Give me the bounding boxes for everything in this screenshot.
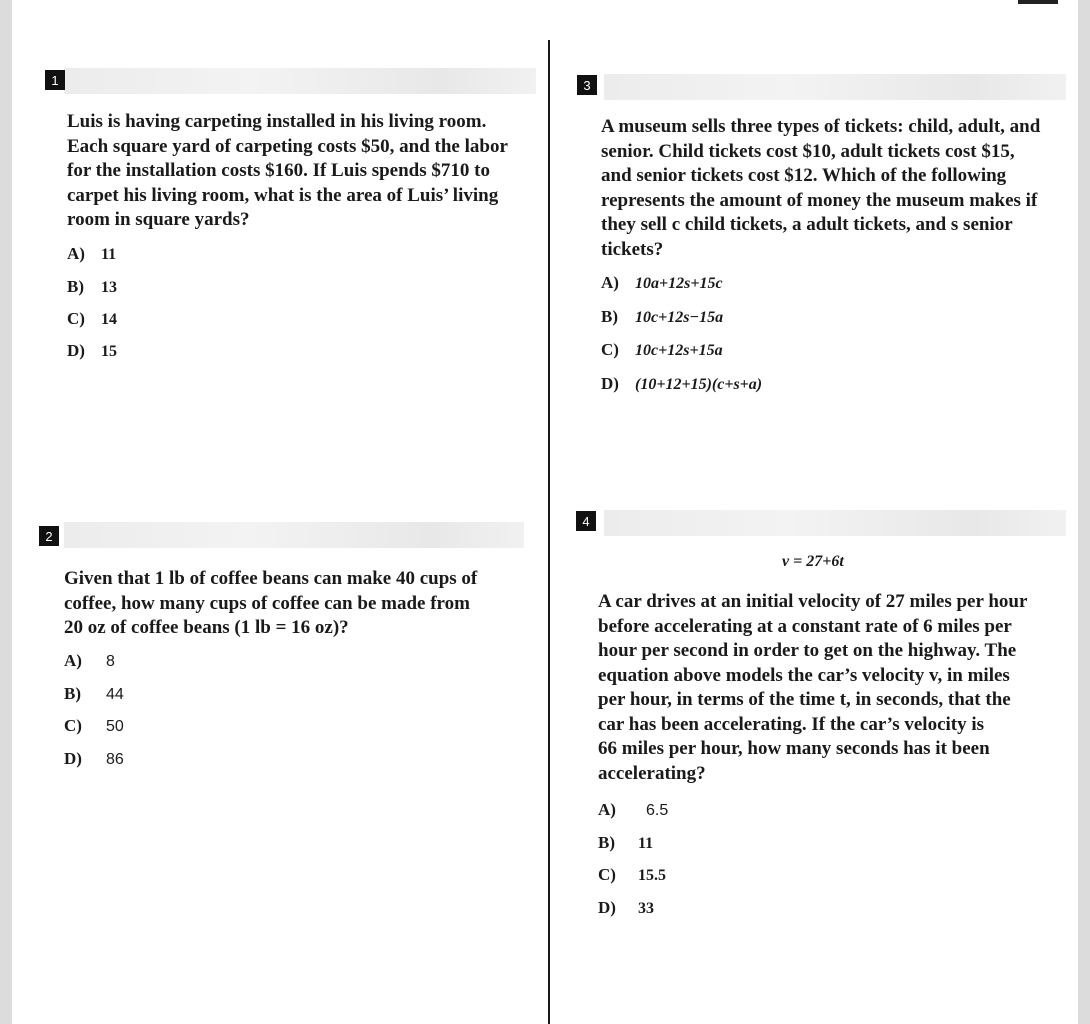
choice-letter: A) xyxy=(601,273,619,292)
question-2-stem xyxy=(64,567,534,641)
choice-letter: D) xyxy=(64,749,82,768)
question-number-badge: 4 xyxy=(576,511,596,531)
stem-line: senior. Child tickets cost $10, adult tickets cost $15, xyxy=(601,140,1015,162)
choice-letter: B) xyxy=(64,684,81,703)
choice-value: 13 xyxy=(101,279,117,296)
choice-value: 11 xyxy=(638,835,654,852)
choice-letter: A) xyxy=(64,651,82,670)
answer-choice-b[interactable] xyxy=(67,277,117,297)
choice-letter: D) xyxy=(601,374,619,393)
answer-choice-a[interactable] xyxy=(64,651,115,671)
stem-line: they sell c child tickets, a adult tickets, and s senior xyxy=(601,214,1013,235)
choice-value: 11 xyxy=(101,246,117,263)
choice-value: 14 xyxy=(101,311,117,328)
choice-value: 6.5 xyxy=(646,802,669,819)
answer-choice-d[interactable] xyxy=(67,341,117,361)
choice-letter: C) xyxy=(64,716,82,735)
choice-value: 15 xyxy=(101,343,117,360)
choice-value: 33 xyxy=(638,900,654,917)
stem-line: room in square yards? xyxy=(67,209,250,230)
column-divider xyxy=(548,40,550,1024)
answer-choice-a[interactable] xyxy=(67,244,116,264)
stem-line: for the installation costs $160. If Luis spends $710 to xyxy=(67,160,490,181)
stem-line: equation above models the car’s velocity v, in miles xyxy=(598,664,1010,686)
answer-choice-a[interactable] xyxy=(598,800,668,820)
stem-line: before accelerating at a constant rate of 6 miles per xyxy=(598,615,1012,637)
choice-value: 10c+12s+15a xyxy=(635,342,723,359)
stem-line: A car drives at an initial velocity of 27 miles per hour xyxy=(598,591,1028,612)
stem-line: Given that 1 lb of coffee beans can make 40 cups of xyxy=(64,568,478,589)
answer-choice-c[interactable] xyxy=(64,716,124,736)
question-number-badge: 3 xyxy=(577,75,597,95)
answer-choice-d[interactable] xyxy=(598,898,654,918)
stem-line: and senior tickets cost $12. Which of the following xyxy=(601,165,1007,186)
answer-choice-c[interactable] xyxy=(601,340,723,360)
choice-letter: B) xyxy=(598,833,615,852)
choice-value: 10a+12s+15c xyxy=(635,275,723,292)
choice-letter: A) xyxy=(598,800,616,819)
stem-line: Each square yard of carpeting costs $50, and the labor xyxy=(67,135,508,157)
question-header-band xyxy=(64,522,524,548)
answer-choice-c[interactable] xyxy=(67,309,117,329)
stem-line: A museum sells three types of tickets: child, adult, and xyxy=(601,116,1041,137)
answer-choice-d[interactable] xyxy=(64,749,124,769)
question-header-band xyxy=(64,68,536,94)
choice-value: 15.5 xyxy=(638,867,666,884)
answer-choice-b[interactable] xyxy=(64,684,124,704)
choice-value: 86 xyxy=(106,751,124,768)
stem-line: tickets? xyxy=(601,238,664,260)
worksheet-page xyxy=(12,0,1078,1024)
choice-value: 44 xyxy=(106,686,124,703)
answer-choice-c[interactable] xyxy=(598,865,666,885)
stem-line: accelerating? xyxy=(598,762,706,784)
answer-choice-b[interactable] xyxy=(601,307,723,327)
question-number-badge: 2 xyxy=(39,526,59,546)
question-3-stem xyxy=(601,115,1066,262)
choice-letter: A) xyxy=(67,244,85,263)
choice-letter: C) xyxy=(601,340,619,359)
stem-line: hour per second in order to get on the highway. The xyxy=(598,640,1017,661)
answer-choice-d[interactable] xyxy=(601,374,762,394)
corner-mark xyxy=(1018,0,1058,4)
choice-value: 10c+12s−15a xyxy=(635,309,724,326)
stem-line: carpet his living room, what is the area of Luis’ living xyxy=(67,184,499,206)
choice-letter: C) xyxy=(598,865,616,884)
stem-line: 20 oz of coffee beans (1 lb = 16 oz)? xyxy=(64,617,349,638)
choice-letter: D) xyxy=(598,898,616,917)
velocity-equation: v = 27+6t xyxy=(782,553,844,570)
choice-letter: B) xyxy=(601,307,618,326)
question-1-stem xyxy=(67,110,537,233)
answer-choice-a[interactable] xyxy=(601,273,723,293)
stem-line: represents the amount of money the museum makes if xyxy=(601,189,1038,211)
choice-letter: B) xyxy=(67,277,84,296)
stem-line: Luis is having carpeting installed in his living room. xyxy=(67,111,487,132)
stem-line: coffee, how many cups of coffee can be made from xyxy=(64,592,470,614)
question-4-stem xyxy=(598,590,1066,786)
answer-choice-b[interactable] xyxy=(598,833,653,853)
question-header-band xyxy=(604,510,1066,536)
choice-value: 50 xyxy=(106,718,124,735)
choice-value: 8 xyxy=(106,653,115,670)
stem-line: 66 miles per hour, how many seconds has it been xyxy=(598,738,990,759)
question-number-badge: 1 xyxy=(45,70,65,90)
stem-line: per hour, in terms of the time t, in seconds, that the xyxy=(598,689,1011,710)
choice-letter: D) xyxy=(67,341,85,360)
choice-letter: C) xyxy=(67,309,85,328)
choice-value: (10+12+15)(c+s+a) xyxy=(635,376,763,393)
stem-line: car has been accelerating. If the car’s velocity is xyxy=(598,713,985,735)
question-header-band xyxy=(604,74,1066,100)
